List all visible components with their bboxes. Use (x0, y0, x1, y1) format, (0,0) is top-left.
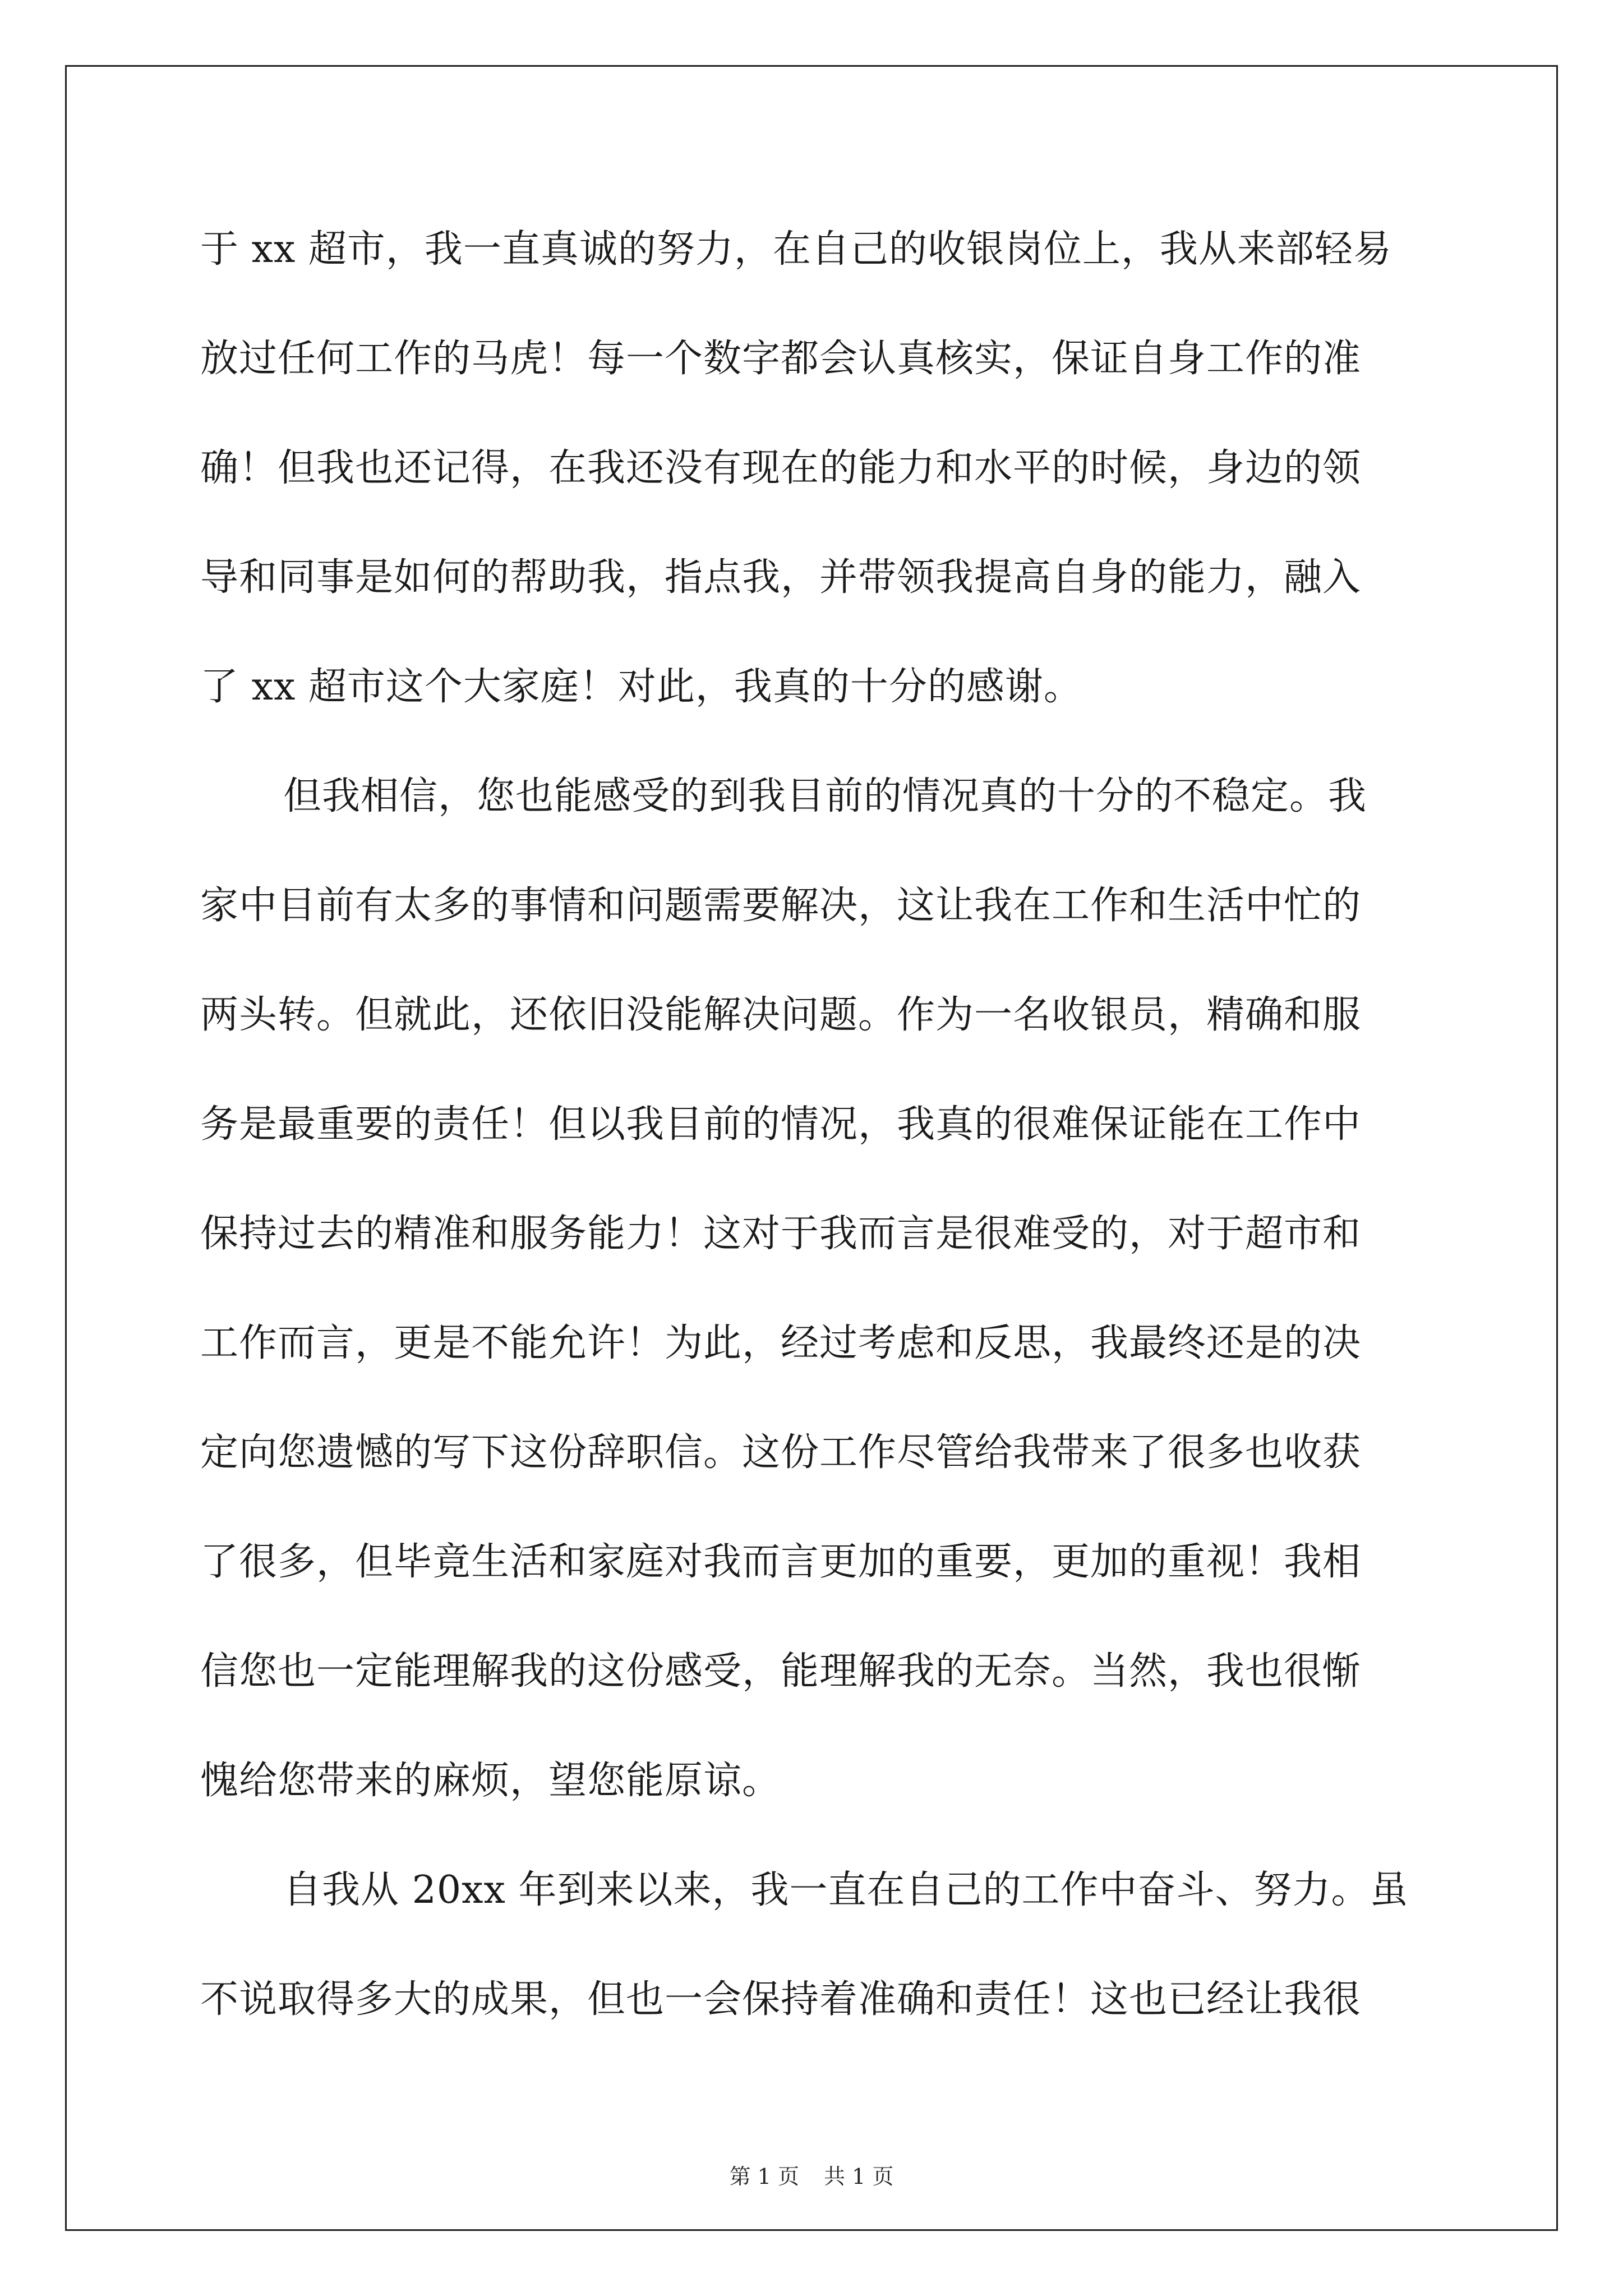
document-body (200, 219, 1423, 2078)
paragraph-first-line: 但我相信，您也能感受的到我目前的情况真的十分的不稳定。我 (283, 774, 1367, 818)
text-line: 定向您遗憾的写下这份辞职信。这份工作尽管给我带来了很多也收获 (200, 1430, 1362, 1475)
page-total: 共 1 页 (824, 2164, 894, 2189)
text-line: 于 xx 超市，我一直真诚的努力，在自己的收银岗位上，我从来部轻易 (200, 227, 1392, 272)
text-line: 愧给您带来的麻烦，望您能原谅。 (200, 1759, 781, 1803)
text-line: 不说取得多大的成果，但也一会保持着准确和责任！这也已经让我很 (200, 1977, 1362, 2022)
text-line: 家中目前有太多的事情和问题需要解决，这让我在工作和生活中忙的 (200, 884, 1362, 928)
text-line: 确！但我也还记得，在我还没有现在的能力和水平的时候，身边的领 (200, 446, 1362, 490)
page-number: 第 1 页 (729, 2164, 799, 2189)
text-line: 信您也一定能理解我的这份感受，能理解我的无奈。当然，我也很惭 (200, 1649, 1362, 1694)
text-line: 两头转。但就此，还依旧没能解决问题。作为一名收银员，精确和服 (200, 993, 1362, 1037)
page-footer (0, 2162, 1623, 2191)
text-line: 务是最重要的责任！但以我目前的情况，我真的很难保证能在工作中 (200, 1102, 1362, 1147)
text-line: 放过任何工作的马虎！每一个数字都会认真核实，保证自身工作的准 (200, 337, 1362, 381)
text-line: 了 xx 超市这个大家庭！对此，我真的十分的感谢。 (200, 665, 1082, 709)
text-line: 保持过去的精准和服务能力！这对于我而言是很难受的，对于超市和 (200, 1212, 1362, 1256)
paragraph-first-line: 自我从 20xx 年到来以来，我一直在自己的工作中奋斗、努力。虽 (283, 1868, 1409, 1912)
text-line: 工作而言，更是不能允许！为此，经过考虑和反思，我最终还是的决 (200, 1321, 1362, 1365)
text-line: 导和同事是如何的帮助我，指点我，并带领我提高自身的能力，融入 (200, 555, 1362, 600)
text-line: 了很多，但毕竟生活和家庭对我而言更加的重要，更加的重视！我相 (200, 1540, 1362, 1584)
